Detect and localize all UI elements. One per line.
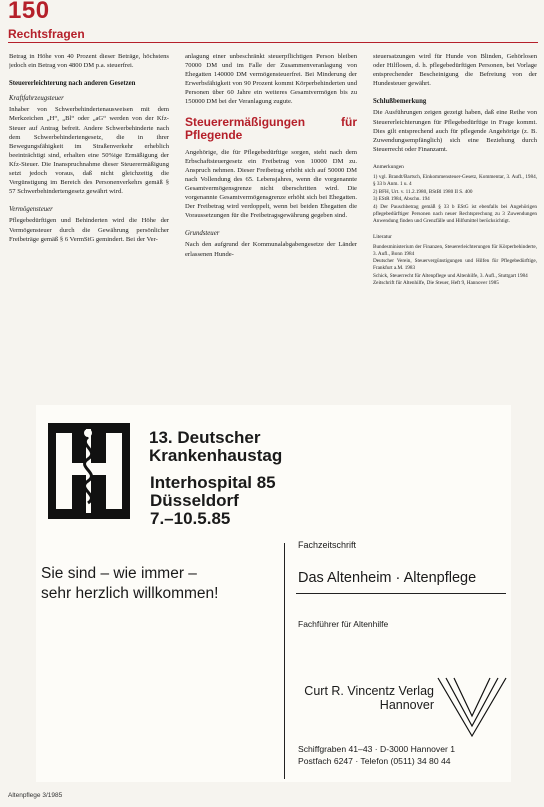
section-heading: Vermögensteuer: [9, 206, 53, 214]
section-heading: Schlußbemerkung: [373, 98, 427, 106]
publisher-name: Curt R. Vincentz Verlag Hannover: [304, 684, 434, 712]
page-footer: Altenpflege 3/1985: [8, 792, 63, 799]
paragraph: Inhaber von Schwerbehindertenausweisen mit dem Merkzeichen „H“, „Bl“ oder „aG“ werden von der Kfz-Steuer auf Antrag befreit. Andere Schwerbehinderte nach dem Schwerbehindertengesetz, die in ihrer Bewegungsfähigkeit im Straßenverkehr erheblich beeinträchtigt sind, erhalten eine 50%ige Ermäßigung der Kfz-Steuer. Die Inanspruchnahme dieser Steuerermäßigung setzt jedoch voraus, daß nicht gleichzeitig die Vergünstigung im Bereich des Personenverkehrs gemäß § 57 Schwerbehindertengesetz gewährt wird.: [9, 106, 169, 196]
fachzeitschrift-label: Fachzeitschrift: [298, 540, 357, 550]
reference-item: Schick, Steuerrecht für Altenpflege und Altenhilfe, 3. Aufl., Stuttgart 1984: [373, 272, 528, 279]
paragraph: Die Ausführungen zeigen gezeigt haben, daß eine Reihe von Steuererleichterungen für Pflegebedürftige in Frage kommt. Dies gilt entsprechend auch für pflegende Angehörige (z. B. Zuwendungsempfänglich) sich eine Beziehung durch Steuerrecht oder Finanzamt.: [373, 109, 537, 153]
fachfuehrer-label: Fachführer für Altenhilfe: [298, 619, 389, 629]
reference-list: [373, 174, 537, 225]
magazine-underline: [296, 593, 506, 594]
reference-item: Bundesministerium der Finanzen, Steuererleichterungen für Körperbehinderte, 3. Aufl., Bonn 1984: [373, 243, 537, 257]
reference-item: Deutscher Verein, Steuervergünstigungen und Hilfen für Pflegebedürftige, Frankfurt a.M. 1983: [373, 258, 537, 272]
page-number: 150: [8, 0, 50, 24]
header-rule: [8, 42, 538, 43]
paragraph: steuersatzungen wird für Hunde von Blinden, Gehörlosen oder Hilflosen, d. h. pflegebedürftigen Personen, bei Vorlage entsprechender Bescheinigung die Befreiung von der Hundesteuer gewährt.: [373, 53, 537, 88]
section-heading: Steuerermäßigungen für Pflegende: [185, 114, 357, 142]
section-heading: Kraftfahrzeugsteuer: [9, 95, 64, 103]
publisher-address: Schiffgraben 41–43 · D-3000 Hannover 1 Postfach 6247 · Telefon (0511) 34 80 44: [298, 744, 456, 766]
paragraph: Angehörige, die für Pflegebedürftige sorgen, steht nach dem Erbschaftsteuergesetz ein Freibetrag von 10000 DM zu. Anspruch nehmen. Dieser Freibetrag erhöht sich auf 50000 DM nach Vollendung des 65. Lebensjahres, wenn die vorgenannte Gesamtvermögensgrenze nicht überschritten wird. Die vorgenannte Gesamtvermögensgrenze erhöht sich bei Ehegatten. Der Freibetrag wird verdoppelt, wenn bei beiden Ehegatten die Voraussetzungen für die Freibetragsgewährung gegeben sind.: [185, 148, 357, 220]
interhospital-logo-icon: [48, 423, 130, 519]
reference-heading: Literatur: [373, 233, 392, 240]
event-info: Interhospital 85 Düsseldorf 7.–10.5.85: [150, 473, 276, 528]
reference-list: [373, 244, 537, 288]
reference-heading: Anmerkungen: [373, 163, 404, 170]
page-header: [0, 0, 544, 44]
paragraph: anlagung einer unbeschränkt steuerpflichtigen Person bleiben 70000 DM und im Falle der Zusammenveranlagung von Ehegatten 140000 DM vermögensteuerfrei. Bei Minderung der Erwerbsfähigkeit von 90 Prozent kommt Körperbehinderten und Personen über 60 Jahre ein weiteres Gesamtvermögen bis zu 150000 DM bei der Veranlagung zugute.: [185, 53, 357, 106]
ad-divider: [284, 543, 285, 779]
text-column-3: [373, 52, 537, 402]
paragraph: Betrag in Höhe von 40 Prozent dieser Beträge, höchstens jedoch ein Betrag von 4800 DM p.a. steuerfrei.: [9, 53, 169, 70]
reference-item: 4) Der Pauschbetrag gemäß § 33 b EStG ist ebenfalls bei Angehörigen pflegebedürftiger Personen nach neuer Rechtsprechung zu 3 Zuwendungen Anwendung finden und Grenzfälle und Hilfsmittel berücksichtigt.: [373, 203, 537, 224]
reference-item: 3) EStR 1984, Abschn. 194: [373, 196, 430, 203]
reference-item: Zeitschrift für Altenhilfe, Die Steuer, Heft 9, Hannover 1985: [373, 280, 499, 287]
advertisement: [36, 405, 511, 782]
paragraph: Pflegebedürftigen und Behinderten wird die Höhe der Vermögensteuer durch die Gewährung persönlicher Freibeträge gemäß § 6 VermStG gemindert. Bei der Ver-: [9, 217, 169, 243]
magazine-title: Das Altenheim · Altenpflege: [298, 570, 477, 586]
congress-title: 13. Deutscher Krankenhaustag: [149, 428, 283, 465]
welcome-text: Sie sind – wie immer – sehr herzlich willkommen!: [41, 565, 219, 602]
section-heading: Steuererleichterung nach anderen Gesetzen: [9, 80, 136, 88]
text-column-2: [185, 52, 357, 402]
section-heading: Grundsteuer: [185, 230, 220, 238]
section-rubric: Rechtsfragen: [8, 27, 85, 41]
reference-item: 2) BFH, Urt. v. 11.2.1980, BStBl 1980 II S. 400: [373, 188, 473, 195]
text-column-1: [9, 52, 169, 402]
paragraph: Nach den aufgrund der Kommunalabgabengesetze der Länder erlassenen Hunde-: [185, 241, 357, 258]
reference-item: 1) vgl. Brandt/Bartsch, Einkommensteuer-Gesetz, Kommentar, 3. Aufl., 1984, § 33 b Anm. 1 u. 4: [373, 174, 537, 188]
vincentz-logo-icon: [436, 676, 510, 738]
